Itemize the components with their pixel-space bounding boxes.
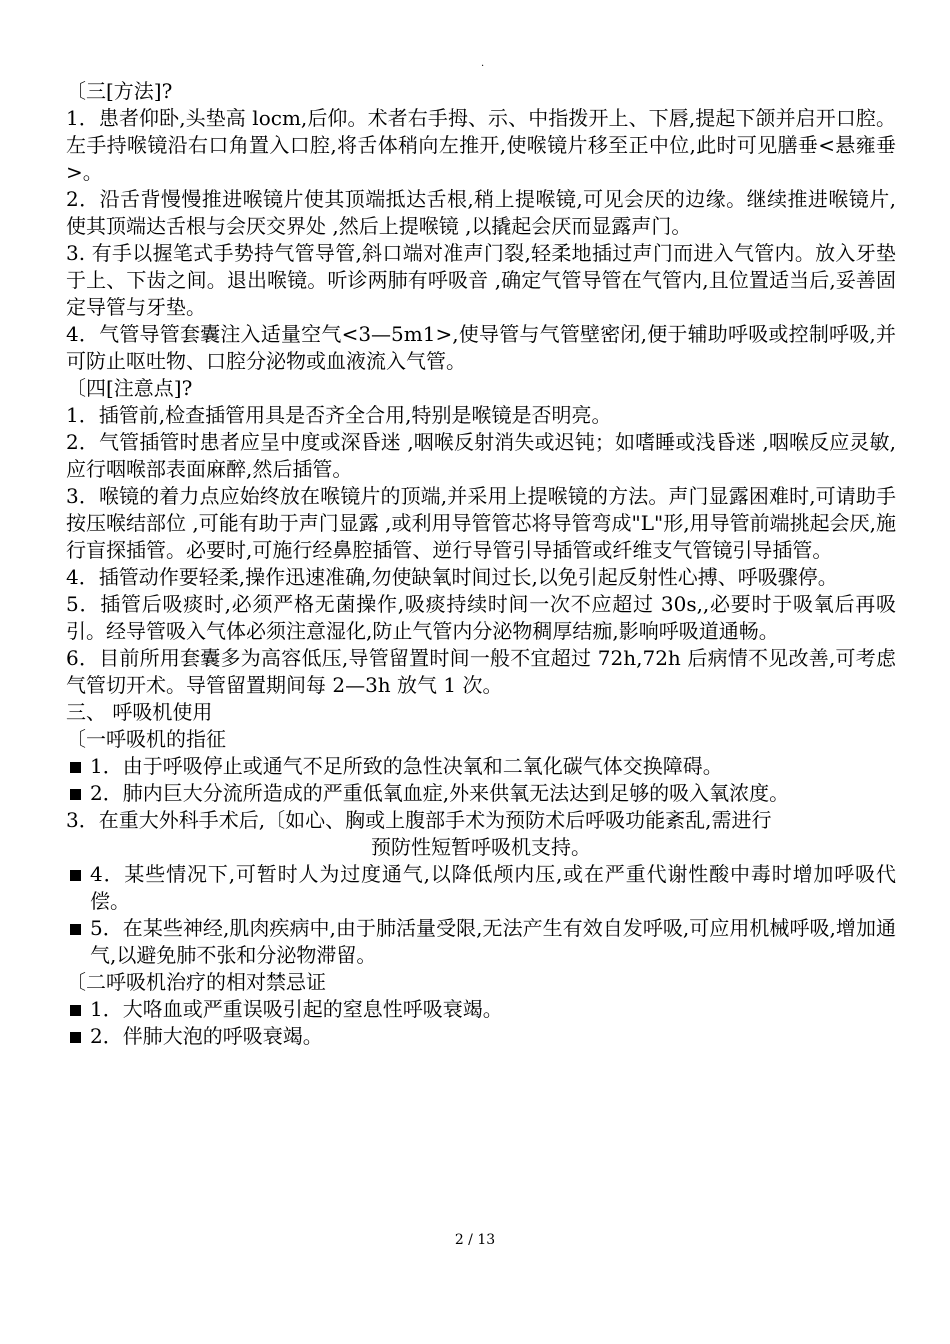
section-heading: 三、 呼吸机使用 <box>66 700 213 724</box>
bullet-text: 1．大咯血或严重误吸引起的窒息性呼吸衰竭。 <box>90 997 503 1021</box>
paragraph: 2．气管插管时患者应呈中度或深昏迷 ,咽喉反射消失或迟钝；如嗜睡或浅昏迷 ,咽喉反应灵敏,应行咽喉部表面麻醉,然后插管。 <box>66 430 896 481</box>
paragraph: 1．插管前,检查插管用具是否齐全合用,特别是喉镜是否明亮。 <box>66 403 612 427</box>
bullet-item <box>66 1023 896 1050</box>
bullet-text: 1．由于呼吸停止或通气不足所致的急性决氧和二氧化碳气体交换障碍。 <box>90 754 723 778</box>
square-bullet-icon <box>70 789 81 800</box>
bullet-item <box>66 780 896 807</box>
document-body <box>66 78 896 1050</box>
bullet-text: 2．伴肺大泡的呼吸衰竭。 <box>90 1024 323 1048</box>
paragraph <box>66 807 896 861</box>
bullet-text: 4．某些情况下,可暂时人为过度通气,以降低颅内压,或在严重代谢性酸中毒时增加呼吸代偿。 <box>90 862 896 913</box>
bullet-item <box>66 915 896 969</box>
bullet-text: 5．在某些神经,肌肉疾病中,由于肺活量受限,无法产生有效自发呼吸,可应用机械呼吸,增加通气,以避免肺不张和分泌物滞留。 <box>90 916 896 967</box>
bullet-item <box>66 861 896 915</box>
bullet-text: 2．肺内巨大分流所造成的严重低氧血症,外来供氧无法达到足够的吸入氧浓度。 <box>90 781 790 805</box>
subheading-contraindications: 〔二呼吸机治疗的相对禁忌证 <box>66 970 326 994</box>
bullet-item <box>66 753 896 780</box>
paragraph: 3. 有手以握笔式手势持气管导管,斜口端对准声门裂,轻柔地插过声门而进入气管内。放入牙垫于上、下齿之间。退出喉镜。听诊两肺有呼吸音 ,确定气管导管在气管内,且位置适当后,妥善固定导管与牙垫。 <box>66 241 896 319</box>
paragraph-text: 3．在重大外科手术后,〔如心、胸或上腹部手术为预防术后呼吸功能紊乱,需进行 <box>66 808 772 832</box>
paragraph: 5．插管后吸痰时,必须严格无菌操作,吸痰持续时间一次不应超过 30s,,必要时于吸氧后再吸引。经导管吸入气体必须注意湿化,防止气管内分泌物稠厚结痂,影响呼吸道通畅。 <box>66 592 896 643</box>
square-bullet-icon <box>70 924 81 935</box>
paragraph: 1．患者仰卧,头垫高 locm,后仰。术者右手拇、示、中指拨开上、下唇,提起下颌并启开口腔。左手持喉镜沿右口角置入口腔,将舌体稍向左推开,使喉镜片移至正中位,此时可见膳垂<悬雍垂>。 <box>66 106 896 184</box>
heading-notes: 〔四[注意点]? <box>66 376 193 400</box>
paragraph: 3．喉镜的着力点应始终放在喉镜片的顶端,并采用上提喉镜的方法。声门显露困难时,可请助手按压喉结部位 ,可能有助于声门显露 ,或利用导管管芯将导管弯成"L"形,用导管前端挑起会厌,施行盲探插管。必要时,可施行经鼻腔插管、逆行导管引导插管或纤维支气管镜引导插管。 <box>66 484 896 562</box>
subheading-indications: 〔一呼吸机的指征 <box>66 727 226 751</box>
square-bullet-icon <box>70 1032 81 1043</box>
paragraph: 4．插管动作要轻柔,操作迅速准确,勿使缺氧时间过长,以免引起反射性心搏、呼吸骤停。 <box>66 565 838 589</box>
square-bullet-icon <box>70 870 81 881</box>
paragraph: 4．气管导管套囊注入适量空气<3—5m1>,使导管与气管壁密闭,便于辅助呼吸或控制呼吸,并可防止呕吐物、口腔分泌物或血液流入气管。 <box>66 322 896 373</box>
paragraph: 6．目前所用套囊多为高容低压,导管留置时间一般不宜超过 72h,72h 后病情不见改善,可考虑气管切开术。导管留置期间每 2—3h 放气 1 次。 <box>66 646 896 697</box>
square-bullet-icon <box>70 762 81 773</box>
bullet-item <box>66 996 896 1023</box>
page-number: 2 / 13 <box>454 1232 496 1248</box>
heading-methods: 〔三[方法]? <box>66 79 173 103</box>
paragraph: 2．沿舌背慢慢推进喉镜片使其顶端抵达舌根,稍上提喉镜,可见会厌的边缘。继续推进喉镜片,使其顶端达舌根与会厌交界处 ,然后上提喉镜 ,以撬起会厌而显露声门。 <box>66 187 896 238</box>
square-bullet-icon <box>70 1005 81 1016</box>
header-mark: . <box>481 58 485 69</box>
paragraph-continuation: 预防性短暂呼吸机支持。 <box>371 835 591 859</box>
